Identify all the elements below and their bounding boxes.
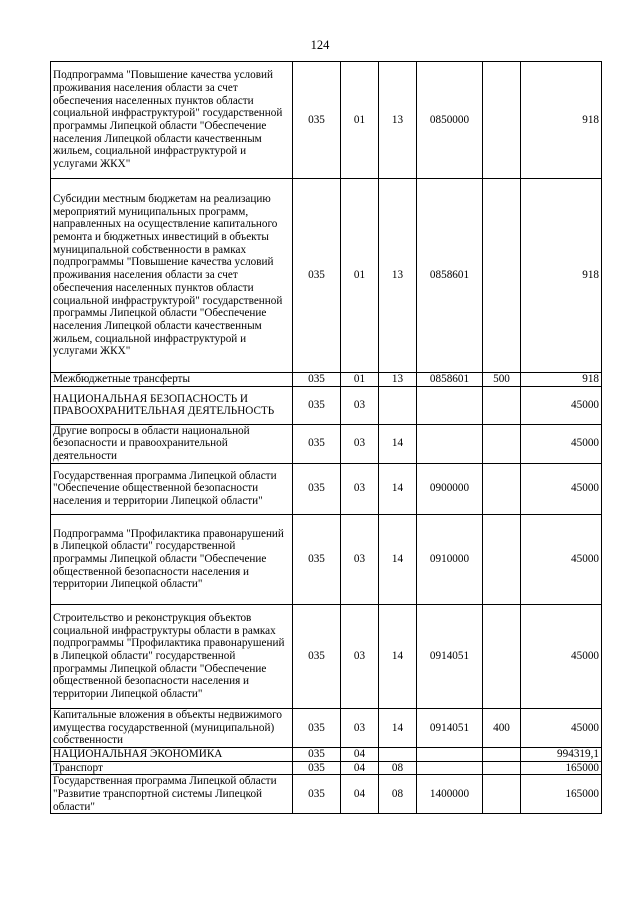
- row-rz-code: 03: [341, 386, 379, 424]
- row-gr-code: 035: [293, 708, 341, 747]
- row-gr-code: 035: [293, 761, 341, 775]
- row-rz-code: 04: [341, 761, 379, 775]
- row-csr-code: [417, 386, 483, 424]
- row-sum: 45000: [521, 708, 602, 747]
- row-sum: 45000: [521, 424, 602, 463]
- row-name: НАЦИОНАЛЬНАЯ ЭКОНОМИКА: [51, 747, 293, 761]
- row-name: Субсидии местным бюджетам на реализацию мероприятий муниципальных программ, направленных на осуществление капитального ремонта и бюджетных инвестиций в объекты муниципальной собственности в рамках подпрограммы "Повышение качества условий проживания населения области за счет обеспечения населенных пунктов области социальной инфраструктурой" государственной программы Липецкой области "Обеспечение населения Липецкой области качественным жильем, социальной инфраструктурой и услугами ЖКХ": [51, 179, 293, 373]
- row-rz-code: 03: [341, 463, 379, 514]
- row-name: Подпрограмма "Профилактика правонарушений в Липецкой области" государственной программы Липецкой области "Обеспечение общественной безопасности населения и территории Липецкой области": [51, 514, 293, 604]
- row-csr-code: 0900000: [417, 463, 483, 514]
- row-gr-code: 035: [293, 373, 341, 387]
- row-sum: 45000: [521, 514, 602, 604]
- row-sum: 918: [521, 179, 602, 373]
- row-gr-code: 035: [293, 179, 341, 373]
- row-name: НАЦИОНАЛЬНАЯ БЕЗОПАСНОСТЬ И ПРАВООХРАНИТЕЛЬНАЯ ДЕЯТЕЛЬНОСТЬ: [51, 386, 293, 424]
- row-csr-code: [417, 424, 483, 463]
- table-row: [51, 761, 602, 775]
- budget-table: [50, 61, 602, 814]
- row-pr-code: 13: [379, 62, 417, 179]
- row-vr-code: [483, 775, 521, 814]
- table-row: [51, 463, 602, 514]
- row-name: Другие вопросы в области национальной безопасности и правоохранительной деятельности: [51, 424, 293, 463]
- row-csr-code: 1400000: [417, 775, 483, 814]
- row-rz-code: 01: [341, 373, 379, 387]
- row-sum: 45000: [521, 463, 602, 514]
- row-csr-code: 0910000: [417, 514, 483, 604]
- row-sum: 165000: [521, 775, 602, 814]
- row-rz-code: 04: [341, 775, 379, 814]
- row-csr-code: 0914051: [417, 604, 483, 708]
- row-pr-code: 14: [379, 514, 417, 604]
- row-sum: 45000: [521, 386, 602, 424]
- row-name: Государственная программа Липецкой области "Обеспечение общественной безопасности населения и территории Липецкой области": [51, 463, 293, 514]
- table-row: [51, 604, 602, 708]
- row-rz-code: 03: [341, 424, 379, 463]
- table-row: [51, 708, 602, 747]
- table-row: [51, 62, 602, 179]
- row-pr-code: 08: [379, 761, 417, 775]
- row-pr-code: [379, 747, 417, 761]
- table-row: [51, 514, 602, 604]
- table-row: [51, 775, 602, 814]
- row-vr-code: [483, 386, 521, 424]
- row-rz-code: 01: [341, 62, 379, 179]
- row-csr-code: [417, 761, 483, 775]
- row-sum: 165000: [521, 761, 602, 775]
- row-csr-code: 0858601: [417, 179, 483, 373]
- row-vr-code: [483, 179, 521, 373]
- table-row: [51, 179, 602, 373]
- row-sum: 45000: [521, 604, 602, 708]
- row-rz-code: 03: [341, 604, 379, 708]
- table-row: [51, 747, 602, 761]
- row-vr-code: 400: [483, 708, 521, 747]
- row-gr-code: 035: [293, 386, 341, 424]
- row-name: Межбюджетные трансферты: [51, 373, 293, 387]
- row-csr-code: 0858601: [417, 373, 483, 387]
- row-rz-code: 03: [341, 514, 379, 604]
- row-vr-code: [483, 604, 521, 708]
- row-pr-code: [379, 386, 417, 424]
- table-row: [51, 373, 602, 387]
- row-gr-code: 035: [293, 775, 341, 814]
- row-rz-code: 03: [341, 708, 379, 747]
- row-pr-code: 14: [379, 604, 417, 708]
- row-vr-code: [483, 747, 521, 761]
- row-csr-code: [417, 747, 483, 761]
- row-name: Капитальные вложения в объекты недвижимого имущества государственной (муниципальной) собственности: [51, 708, 293, 747]
- row-sum: 918: [521, 62, 602, 179]
- row-gr-code: 035: [293, 62, 341, 179]
- row-gr-code: 035: [293, 424, 341, 463]
- row-pr-code: 13: [379, 179, 417, 373]
- row-vr-code: [483, 463, 521, 514]
- row-vr-code: [483, 424, 521, 463]
- table-row: [51, 424, 602, 463]
- row-pr-code: 14: [379, 463, 417, 514]
- row-name: Подпрограмма "Повышение качества условий проживания населения области за счет обеспечения населенных пунктов области социальной инфраструктурой" государственной программы Липецкой области "Обеспечение населения Липецкой области качественным жильем, социальной инфраструктурой и услугами ЖКХ": [51, 62, 293, 179]
- row-pr-code: 13: [379, 373, 417, 387]
- row-vr-code: [483, 761, 521, 775]
- row-rz-code: 01: [341, 179, 379, 373]
- budget-rows: [51, 62, 602, 814]
- row-csr-code: 0914051: [417, 708, 483, 747]
- row-sum: 918: [521, 373, 602, 387]
- row-vr-code: [483, 62, 521, 179]
- row-name: Строительство и реконструкция объектов социальной инфраструктуры области в рамках подпрограммы "Профилактика правонарушений в Липецкой области" государственной программы Липецкой области "Обеспечение общественной безопасности населения и территории Липецкой области": [51, 604, 293, 708]
- row-name: Транспорт: [51, 761, 293, 775]
- row-gr-code: 035: [293, 747, 341, 761]
- page-number: 124: [310, 38, 330, 52]
- row-sum: 994319,1: [521, 747, 602, 761]
- row-pr-code: 14: [379, 708, 417, 747]
- table-row: [51, 386, 602, 424]
- row-pr-code: 14: [379, 424, 417, 463]
- row-vr-code: 500: [483, 373, 521, 387]
- row-rz-code: 04: [341, 747, 379, 761]
- row-csr-code: 0850000: [417, 62, 483, 179]
- row-pr-code: 08: [379, 775, 417, 814]
- row-vr-code: [483, 514, 521, 604]
- row-gr-code: 035: [293, 463, 341, 514]
- row-gr-code: 035: [293, 514, 341, 604]
- row-gr-code: 035: [293, 604, 341, 708]
- row-name: Государственная программа Липецкой области "Развитие транспортной системы Липецкой области": [51, 775, 293, 814]
